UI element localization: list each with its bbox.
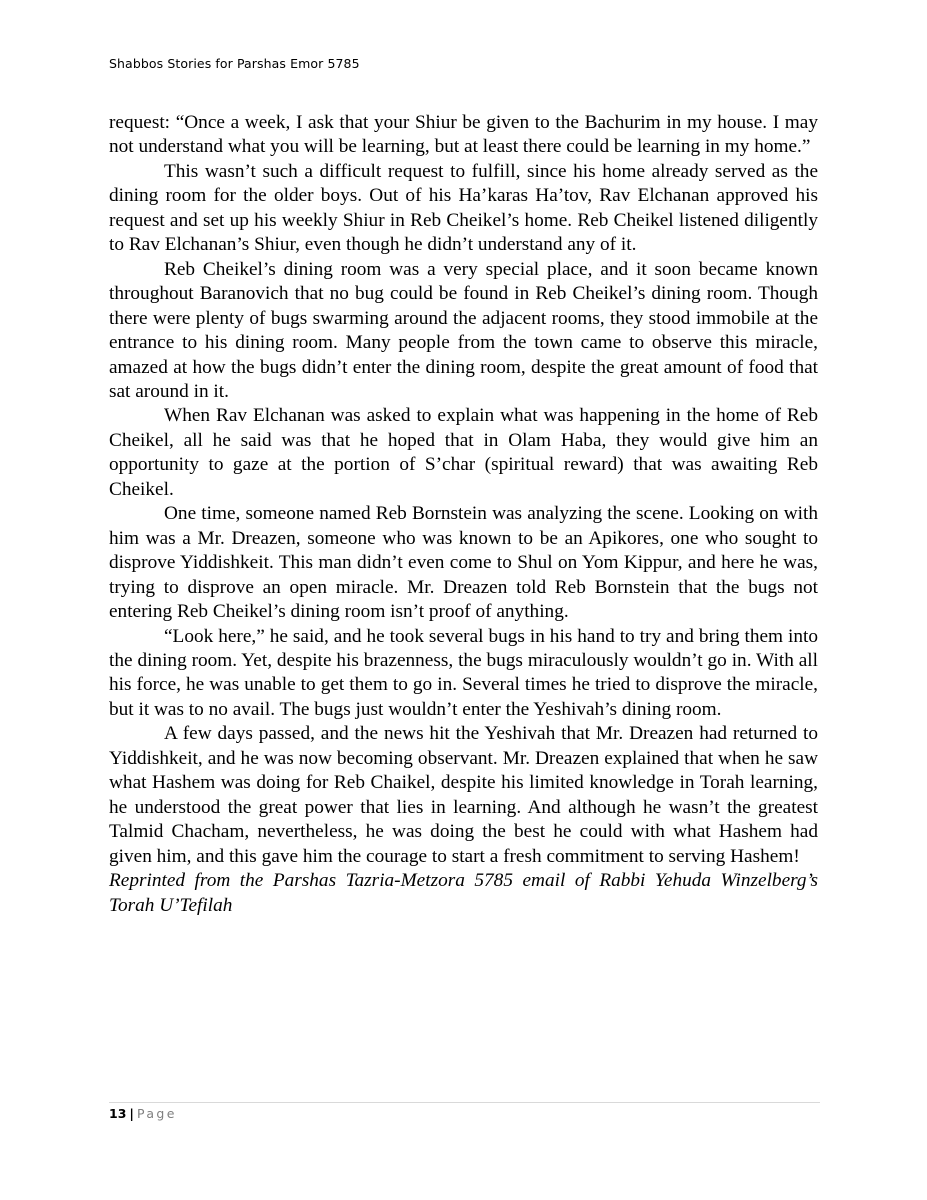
page-number: 13 xyxy=(109,1106,127,1121)
page-footer xyxy=(109,1106,177,1121)
reprint-credit: Reprinted from the Parshas Tazria-Metzora 5785 email of Rabbi Yehuda Winzelberg’s Torah U’Tefilah xyxy=(109,870,818,916)
article-body xyxy=(109,111,818,918)
paragraph: One time, someone named Reb Bornstein was analyzing the scene. Looking on with him was a Mr. Dreazen, someone who was known to be an Apikores, one who sought to disprove Yiddishkeit. This man didn’t even come to Shul on Yom Kippur, and here he was, trying to disprove an open miracle. Mr. Dreazen told Reb Bornstein that the bugs not entering Reb Cheikel’s dining room isn’t proof of anything. xyxy=(109,503,818,623)
page-header: Shabbos Stories for Parshas Emor 5785 xyxy=(109,56,360,71)
paragraph: Reb Cheikel’s dining room was a very special place, and it soon became known throughout Baranovich that no bug could be found in Reb Cheikel’s dining room. Though there were plenty of bugs swarming around the adjacent rooms, they stood immobile at the entrance to his dining room. Many people from the town came to observe this miracle, amazed at how the bugs didn’t enter the dining room, despite the great amount of food that sat around in it. xyxy=(109,258,818,402)
paragraph: “Look here,” he said, and he took several bugs in his hand to try and bring them into the dining room. Yet, despite his brazenness, the bugs miraculously wouldn’t go in. With all his force, he was unable to get them to go in. Several times he tried to disprove the miracle, but it was to no avail. The bugs just wouldn’t enter the Yeshivah’s dining room. xyxy=(109,625,818,720)
footer-divider xyxy=(109,1102,820,1103)
paragraph: This wasn’t such a difficult request to fulfill, since his home already served as the dining room for the older boys. Out of his Ha’karas Ha’tov, Rav Elchanan approved his request and set up his weekly Shiur in Reb Cheikel’s home. Reb Cheikel listened diligently to Rav Elchanan’s Shiur, even though he didn’t understand any of it. xyxy=(109,160,818,256)
paragraph: request: “Once a week, I ask that your Shiur be given to the Bachurim in my house. I may not understand what you will be learning, but at least there could be learning in my home.” xyxy=(109,112,818,158)
footer-separator: | xyxy=(129,1106,134,1121)
paragraph: When Rav Elchanan was asked to explain what was happening in the home of Reb Cheikel, all he said was that he hoped that in Olam Haba, they would give him an opportunity to gaze at the portion of S’char (spiritual reward) that was awaiting Reb Cheikel. xyxy=(109,405,818,500)
page-label: Page xyxy=(136,1106,177,1121)
paragraph: A few days passed, and the news hit the Yeshivah that Mr. Dreazen had returned to Yiddishkeit, and he was now becoming observant. Mr. Dreazen explained that when he saw what Hashem was doing for Reb Chaikel, despite his limited knowledge in Torah learning, he understood the great power that lies in learning. And although he wasn’t the greatest Talmid Chacham, nevertheless, he was doing the best he could with what Hashem had given him, and this gave him the courage to start a fresh commitment to serving Hashem! xyxy=(109,723,818,867)
